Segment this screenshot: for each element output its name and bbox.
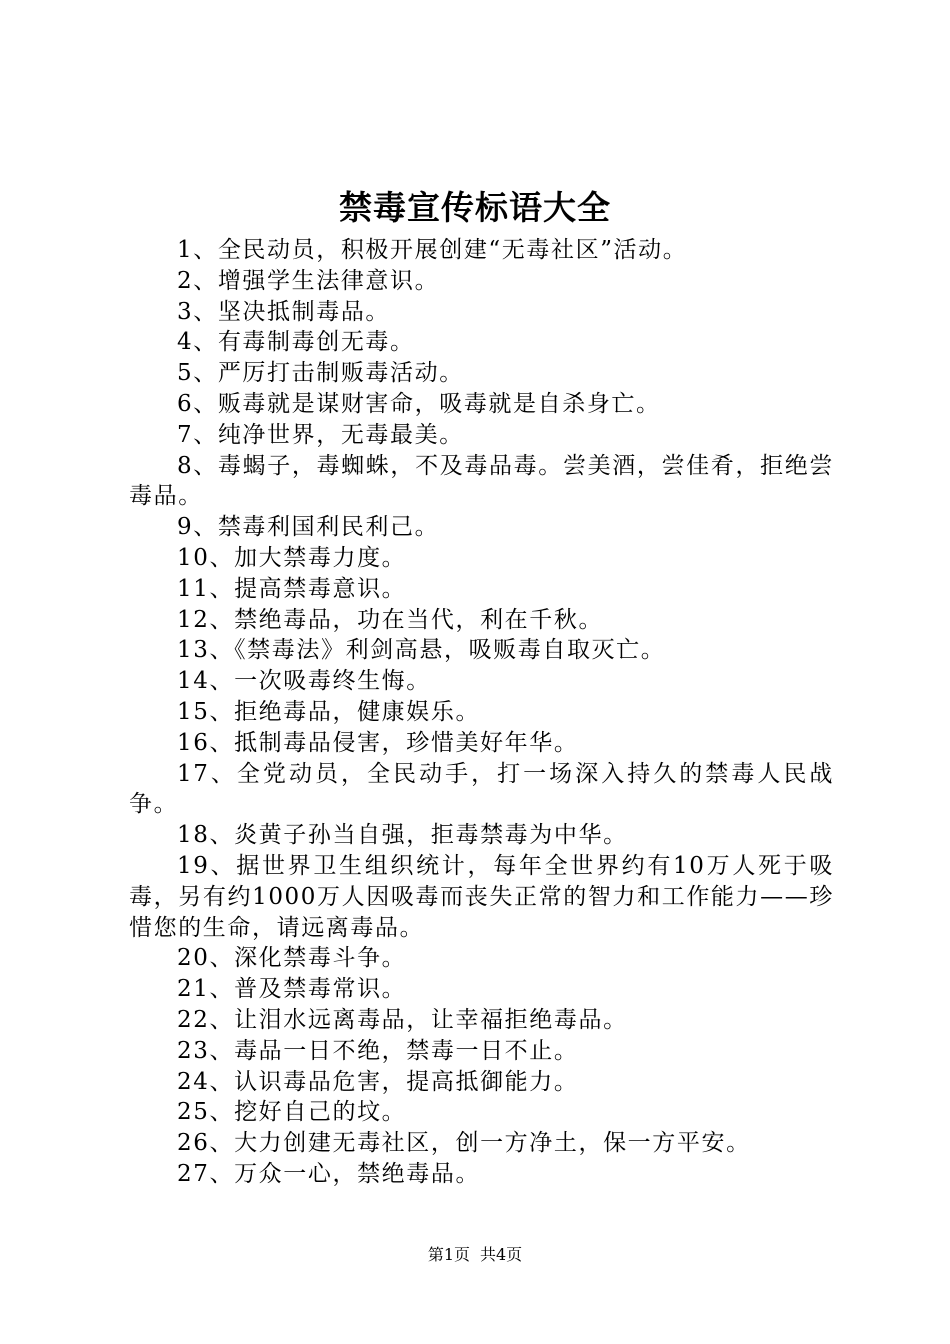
slogan-paragraph: 16、抵制毒品侵害，珍惜美好年华。 [177,729,579,756]
slogan-paragraph: 14、一次吸毒终生悔。 [177,668,431,695]
document-body [129,235,834,1190]
slogan-paragraph: 24、认识毒品危害，提高抵御能力。 [177,1068,579,1095]
slogan-paragraph: 19、据世界卫生组织统计，每年全世界约有10万人死于吸毒，另有约1000万人因吸毒而丧失正常的智力和工作能力——珍惜您的生命，请远离毒品。 [129,852,834,941]
slogan-paragraph: 9、禁毒利国利民利己。 [177,514,440,541]
slogan-paragraph: 1、全民动员，积极开展创建“无毒社区”活动。 [177,237,688,263]
slogan-paragraph: 27、万众一心，禁绝毒品。 [177,1160,481,1187]
slogan-paragraph: 5、严厉打击制贩毒活动。 [177,360,464,387]
slogan-paragraph: 8、毒蝎子，毒蜘蛛，不及毒品毒。尝美酒，尝佳肴，拒绝尝毒品。 [129,452,834,510]
slogan-paragraph: 13、《禁毒法》利剑高悬，吸贩毒自取灭亡。 [177,637,666,664]
slogan-paragraph: 12、禁绝毒品，功在当代，利在千秋。 [177,606,604,633]
page-number-total: 共4页 [480,1245,523,1264]
slogan-paragraph: 3、坚决抵制毒品。 [177,298,391,325]
slogan-paragraph: 4、有毒制毒创无毒。 [177,329,415,356]
slogan-paragraph: 26、大力创建无毒社区，创一方净土，保一方平安。 [177,1130,751,1157]
slogan-paragraph: 2、增强学生法律意识。 [177,267,440,294]
slogan-paragraph: 10、加大禁毒力度。 [177,544,407,571]
slogan-paragraph: 18、炎黄子孙当自强，拒毒禁毒为中华。 [177,822,628,849]
page-footer [0,1245,950,1265]
page-title: 禁毒宣传标语大全 [339,188,611,227]
slogan-paragraph: 21、普及禁毒常识。 [177,976,407,1003]
slogan-paragraph: 17、全党动员，全民动手，打一场深入持久的禁毒人民战争。 [129,760,834,818]
slogan-paragraph: 23、毒品一日不绝，禁毒一日不止。 [177,1037,579,1064]
slogan-paragraph: 20、深化禁毒斗争。 [177,945,407,972]
slogan-paragraph: 7、纯净世界，无毒最美。 [177,421,464,448]
slogan-paragraph: 6、贩毒就是谋财害命，吸毒就是自杀身亡。 [177,390,661,417]
page-number-current: 第1页 [427,1245,470,1264]
slogan-paragraph: 11、提高禁毒意识。 [177,575,407,602]
slogan-paragraph: 15、拒绝毒品，健康娱乐。 [177,698,481,725]
slogan-paragraph: 22、让泪水远离毒品，让幸福拒绝毒品。 [177,1006,628,1033]
slogan-paragraph: 25、挖好自己的坟。 [177,1099,407,1126]
